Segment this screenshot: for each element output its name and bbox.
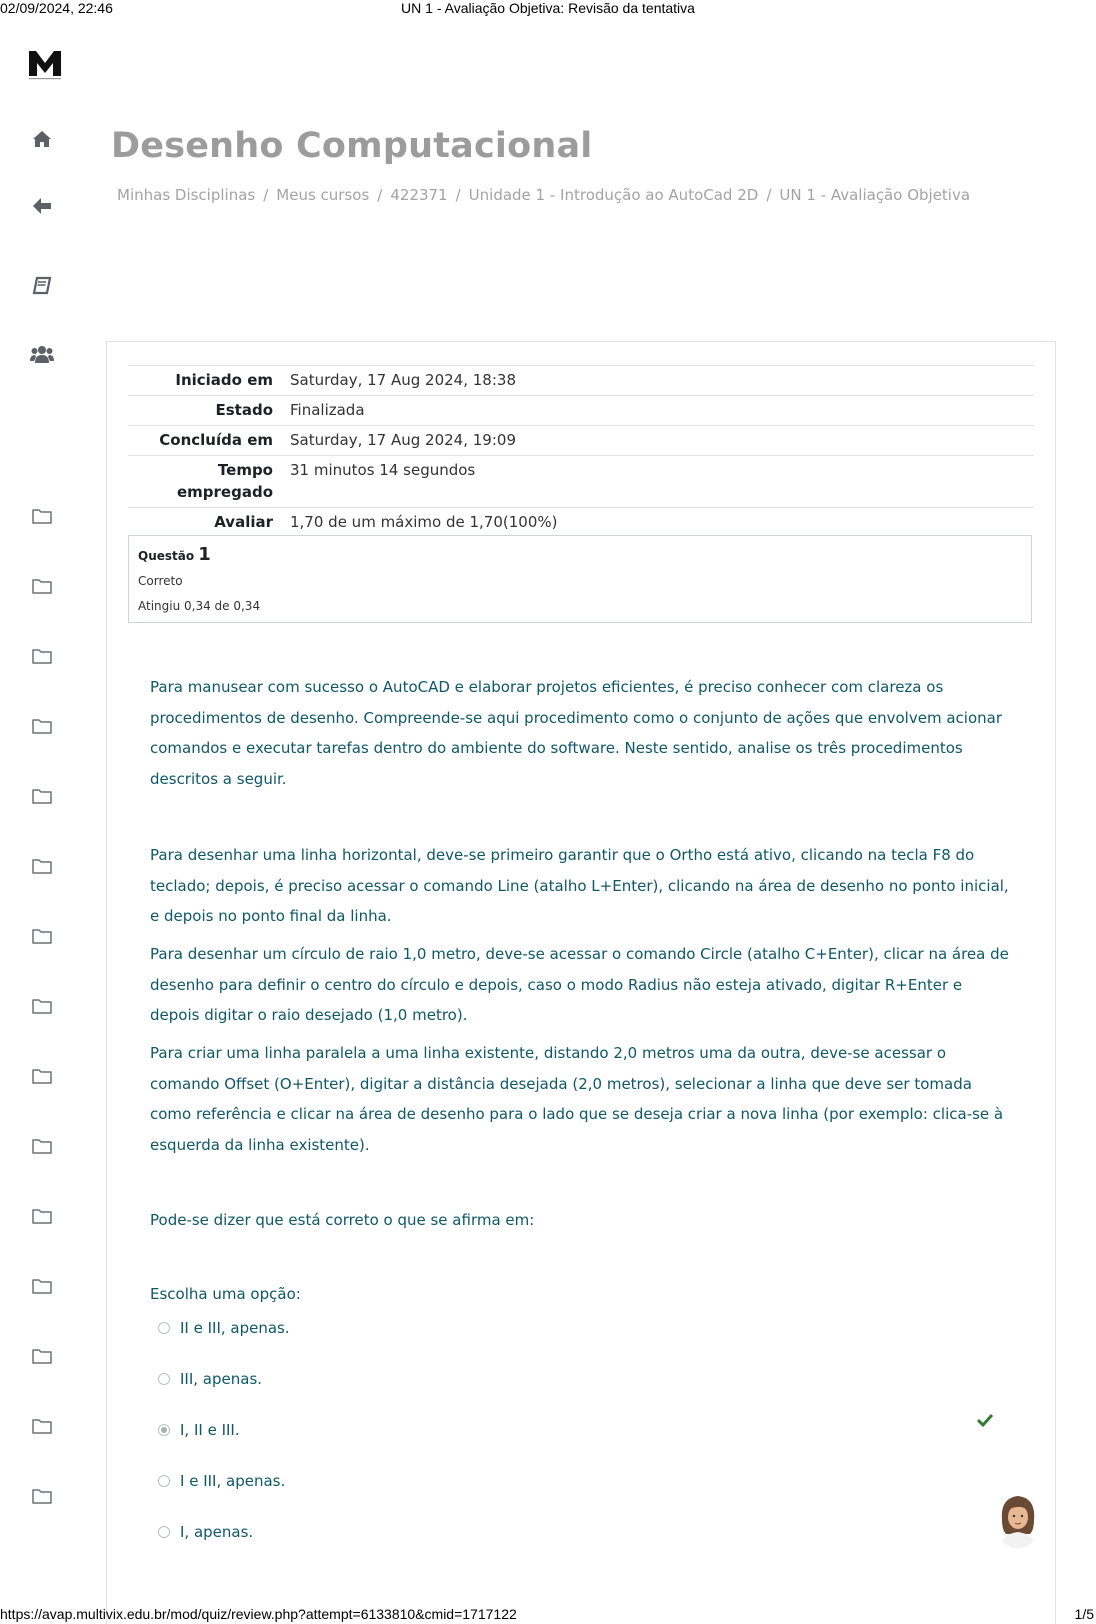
answer-option[interactable] <box>158 1469 285 1493</box>
question-info-box <box>128 535 1032 623</box>
breadcrumb-separator: / <box>263 186 269 204</box>
breadcrumb-item-avaliacao[interactable]: UN 1 - Avaliação Objetiva <box>779 186 971 204</box>
checkmark-icon <box>977 1413 993 1427</box>
question-paragraph: Para desenhar uma linha horizontal, deve-se primeiro garantir que o Ortho está ativo, clicando na tecla F8 do teclado; depois, é preciso acessar o comando Line (atalho L+Enter), clicando na área de desenho no ponto inicial, e depois no ponto final da linha. <box>150 846 1009 925</box>
folder-icon[interactable] <box>30 645 54 667</box>
print-url: https://avap.multivix.edu.br/mod/quiz/review.php?attempt=6133810&cmid=1717122 <box>0 1606 517 1622</box>
folder-icon[interactable] <box>30 1415 54 1437</box>
summary-label: Estado <box>128 396 282 426</box>
summary-label: Concluída em <box>128 426 282 456</box>
home-icon[interactable] <box>30 128 54 150</box>
question-label: Questão <box>138 549 195 563</box>
users-icon[interactable] <box>30 343 54 365</box>
summary-value: Saturday, 17 Aug 2024, 19:09 <box>282 426 1034 456</box>
summary-row <box>128 396 1034 426</box>
folder-icon[interactable] <box>30 505 54 527</box>
breadcrumb-item-course-id[interactable]: 422371 <box>390 186 448 204</box>
question-grade: Atingiu 0,34 de 0,34 <box>138 599 261 613</box>
summary-row <box>128 508 1034 538</box>
book-icon[interactable] <box>30 275 54 297</box>
multivix-logo[interactable] <box>28 48 62 80</box>
folder-icon[interactable] <box>30 1275 54 1297</box>
folder-icon[interactable] <box>30 1205 54 1227</box>
question-paragraph: Para manusear com sucesso o AutoCAD e elaborar projetos eficientes, é preciso conhecer com clareza os procedimentos de desenho. Compreende-se aqui procedimento como o conjunto de ações que envolvem acionar comandos e executar tarefas dentro do ambiente do software. Neste sentido, analise os três procedimentos descritos a seguir. <box>150 678 1002 788</box>
breadcrumb <box>117 186 970 204</box>
answer-option-label: III, apenas. <box>180 1370 263 1388</box>
folder-icon[interactable] <box>30 1485 54 1507</box>
radio-button-selected[interactable] <box>158 1424 170 1436</box>
back-arrow-icon[interactable] <box>30 195 54 217</box>
answer-option-label: I e III, apenas. <box>180 1472 286 1490</box>
folder-icon[interactable] <box>30 1135 54 1157</box>
print-header <box>0 0 1096 18</box>
breadcrumb-separator: / <box>377 186 383 204</box>
answer-prompt: Escolha uma opção: <box>150 1285 301 1303</box>
answer-option[interactable] <box>158 1367 262 1391</box>
folder-icon[interactable] <box>30 925 54 947</box>
radio-button[interactable] <box>158 1526 170 1538</box>
question-state: Correto <box>138 574 183 588</box>
breadcrumb-item-meus-cursos[interactable]: Meus cursos <box>276 186 370 204</box>
breadcrumb-separator: / <box>455 186 461 204</box>
question-number-value: 1 <box>198 544 211 565</box>
page-title: Desenho Computacional <box>111 126 593 166</box>
summary-label: Iniciado em <box>128 366 282 396</box>
print-footer <box>0 1606 1096 1624</box>
summary-row <box>128 456 1034 508</box>
breadcrumb-separator: / <box>766 186 772 204</box>
question-number <box>138 544 211 565</box>
folder-icon[interactable] <box>30 855 54 877</box>
folder-icon[interactable] <box>30 1345 54 1367</box>
answer-option-label: II e III, apenas. <box>180 1319 290 1337</box>
radio-button[interactable] <box>158 1322 170 1334</box>
folder-icon[interactable] <box>30 715 54 737</box>
answer-option-label: I, II e III. <box>180 1421 240 1439</box>
answer-option[interactable] <box>158 1418 240 1442</box>
summary-value: Finalizada <box>282 396 1034 426</box>
question-paragraph: Para criar uma linha paralela a uma linha existente, distando 2,0 metros uma da outra, deve-se acessar o comando Offset (O+Enter), digitar a distância desejada (2,0 metros), selecionar a linha que deve ser tomada como referência e clicar na área de desenho para o lado que se deseja criar a nova linha (por exemplo: clica-se à esquerda da linha existente). <box>150 1044 1004 1154</box>
folder-icon[interactable] <box>30 785 54 807</box>
print-datetime: 02/09/2024, 22:46 <box>0 0 113 16</box>
answer-option[interactable] <box>158 1316 290 1340</box>
folder-icon[interactable] <box>30 1065 54 1087</box>
print-page-number: 1/5 <box>1074 1606 1094 1622</box>
radio-button[interactable] <box>158 1475 170 1487</box>
folder-icon[interactable] <box>30 995 54 1017</box>
summary-label: Avaliar <box>128 508 282 538</box>
summary-value: 1,70 de um máximo de 1,70(100%) <box>282 508 1034 538</box>
radio-button[interactable] <box>158 1373 170 1385</box>
summary-value: Saturday, 17 Aug 2024, 18:38 <box>282 366 1034 396</box>
attempt-summary-table <box>128 365 1034 537</box>
print-page-title: UN 1 - Avaliação Objetiva: Revisão da tentativa <box>401 0 695 16</box>
answer-option[interactable] <box>158 1520 253 1544</box>
breadcrumb-item-minhas-disciplinas[interactable]: Minhas Disciplinas <box>117 186 256 204</box>
summary-row <box>128 426 1034 456</box>
breadcrumb-item-unidade[interactable]: Unidade 1 - Introdução ao AutoCad 2D <box>468 186 759 204</box>
assistant-avatar[interactable] <box>996 1490 1040 1548</box>
question-paragraph: Pode-se dizer que está correto o que se afirma em: <box>150 1211 535 1229</box>
answer-option-label: I, apenas. <box>180 1523 254 1541</box>
question-paragraph: Para desenhar um círculo de raio 1,0 metro, deve-se acessar o comando Circle (atalho C+Enter), clicar na área de desenho para definir o centro do círculo e depois, caso o modo Radius não esteja ativado, digitar R+Enter e depois digitar o raio desejado (1,0 metro). <box>150 945 1009 1024</box>
summary-value: 31 minutos 14 segundos <box>282 456 1034 508</box>
folder-icon[interactable] <box>30 575 54 597</box>
summary-row <box>128 366 1034 396</box>
summary-label: Tempo empregado <box>128 456 282 508</box>
